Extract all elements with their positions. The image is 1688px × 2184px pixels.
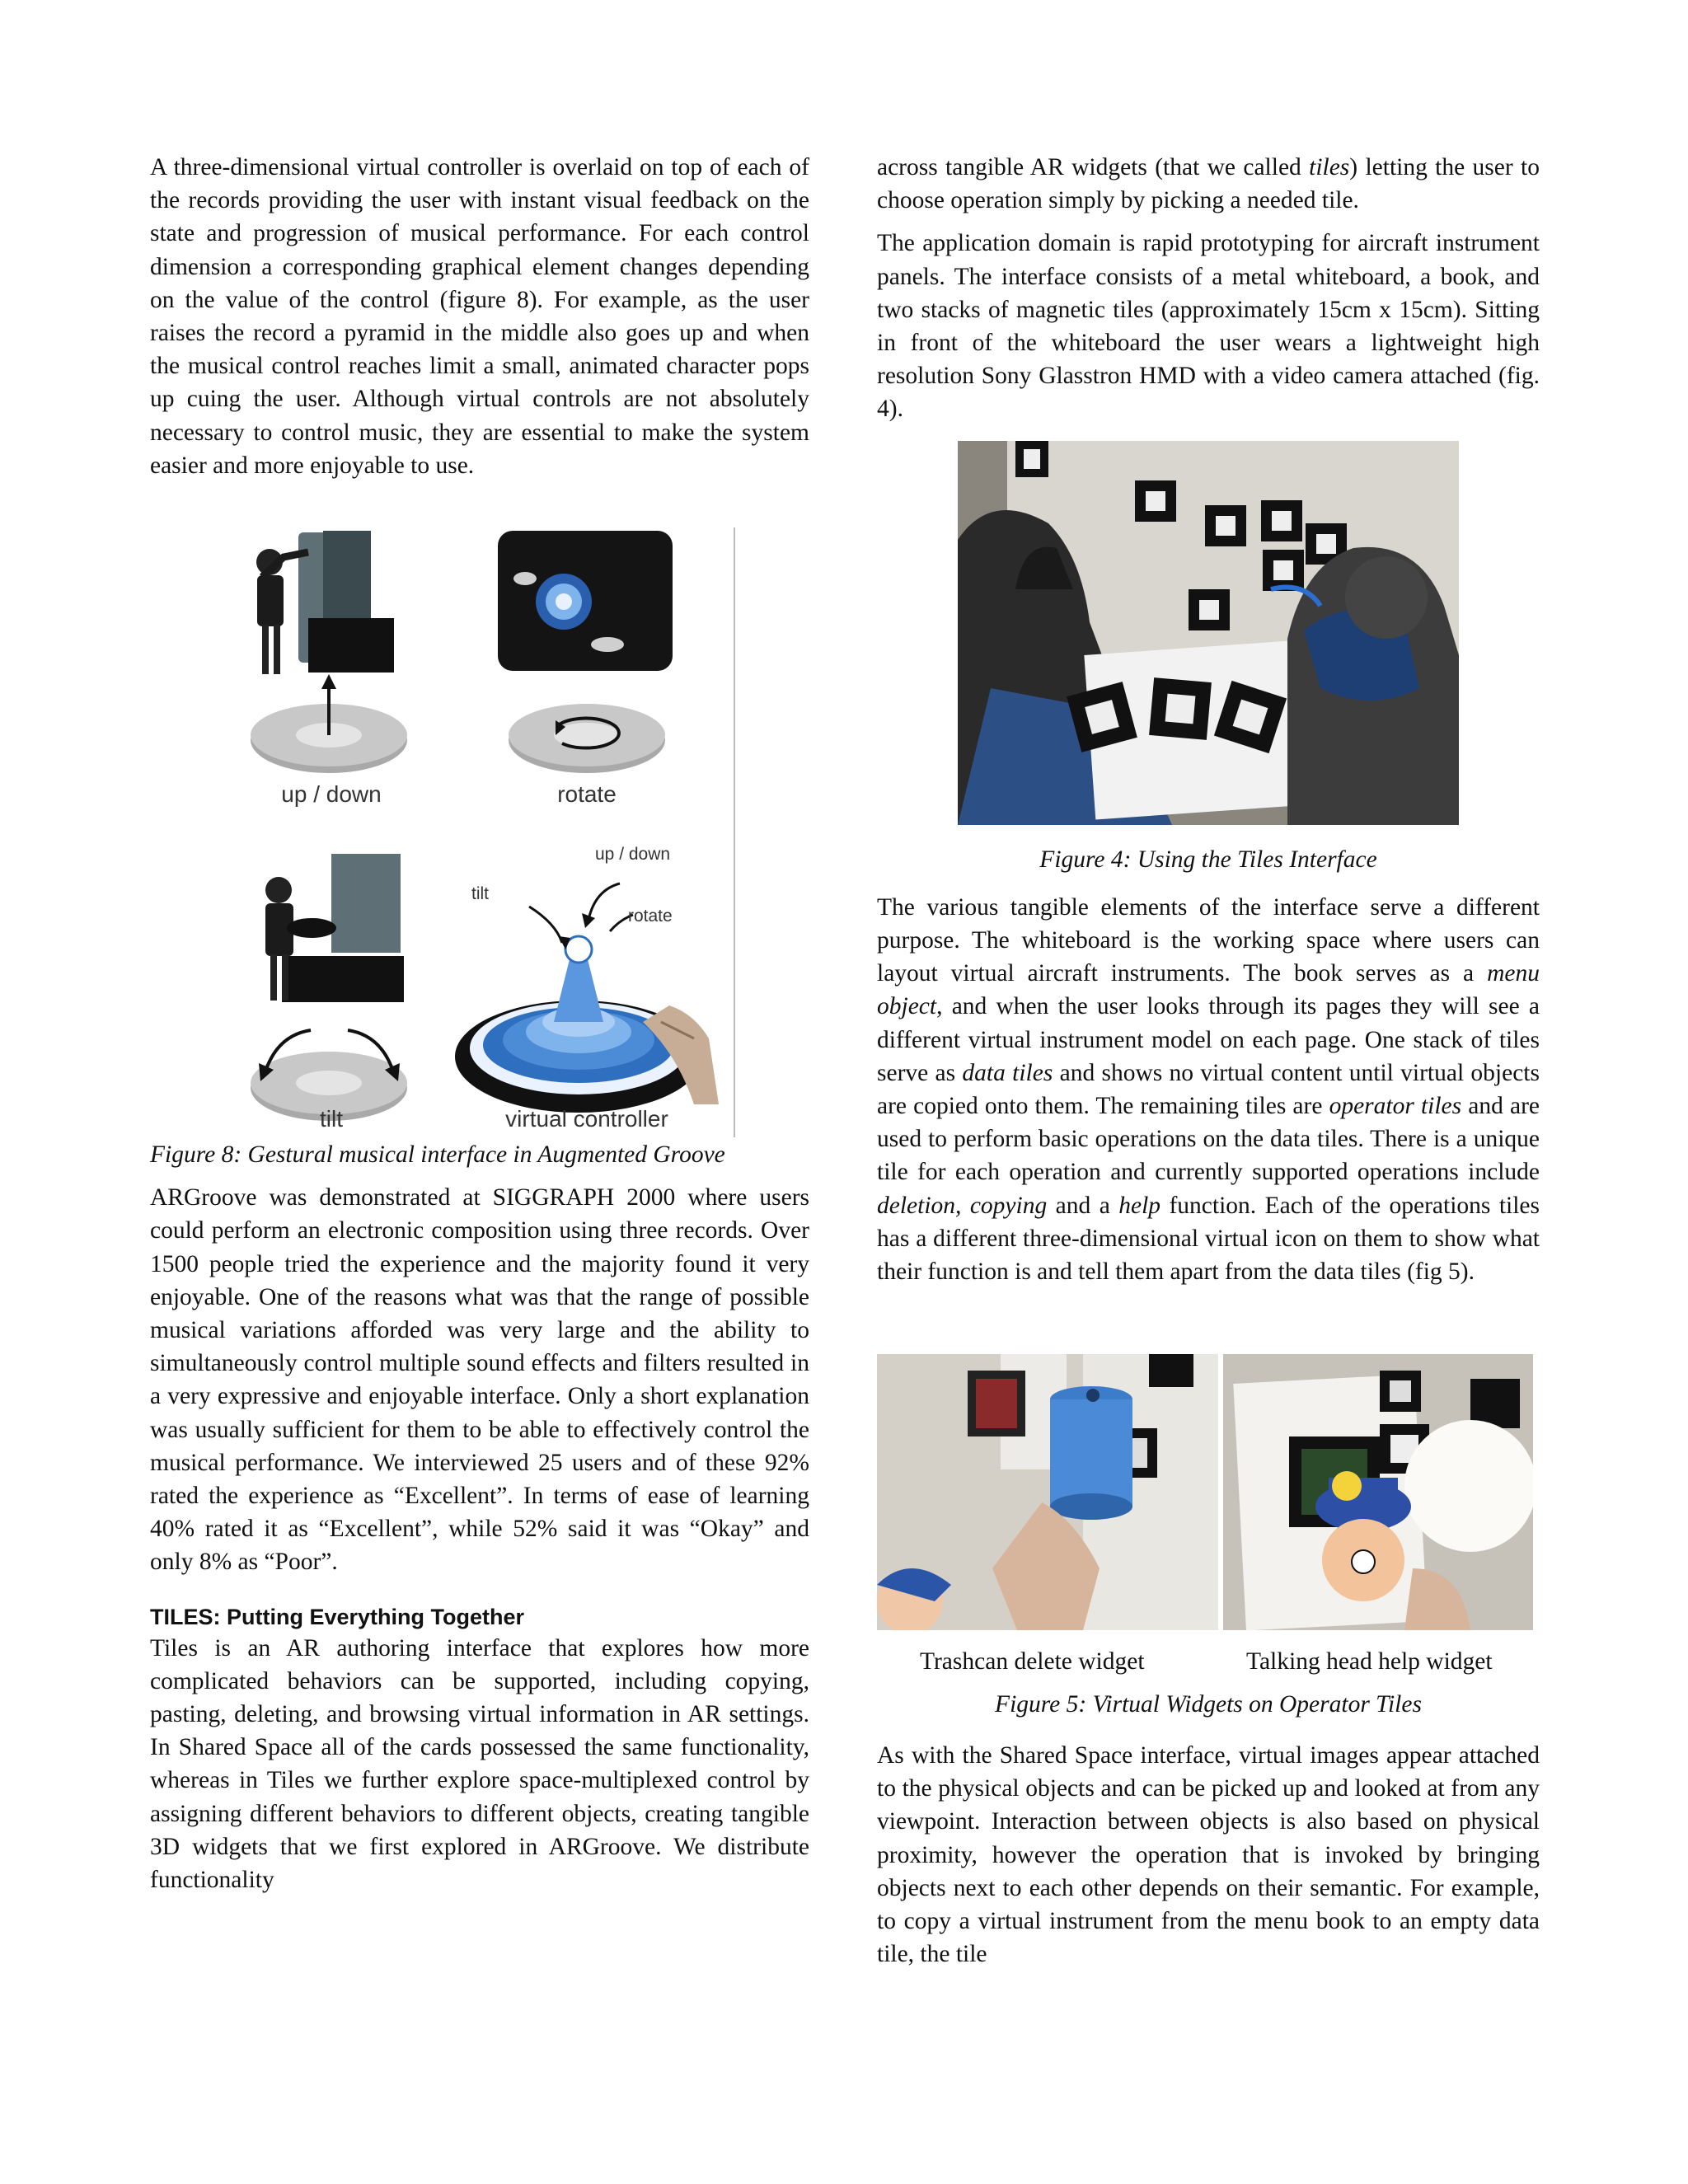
label-trashcan-widget: Trashcan delete widget — [920, 1648, 1145, 1675]
emphasis-operator-tiles: operator tiles — [1329, 1093, 1462, 1120]
figure-8-divider — [734, 527, 735, 1137]
emphasis-help: help — [1118, 1192, 1161, 1219]
photo-person-tilt — [239, 854, 404, 1002]
text-span: , and when the user looks through its pages they will see a different virtual instrument model on each page. One stack of tiles serve as — [877, 993, 1540, 1086]
talking-head-widget-photo — [1223, 1354, 1533, 1630]
figure-4-photo — [958, 441, 1459, 825]
text-span: function. Each of the operations tiles has a different three-dimensional virtual icon on them to show what their function is and tell them apart from the data tiles (fig 5). — [877, 1192, 1540, 1286]
paragraph-argroove-demo: ARGroove was demonstrated at SIGGRAPH 2000 where users could perform an electronic composition using three records. Over 1500 people tried the experience and the majority found it very enjoyable. One of the reasons what was that the range of possible musical variations afforded was very large and the ability to simultaneously control multiple sound effects and filters resulted in a very expressive and enjoyable interface. Only a short explanation was usually sufficient for them to be able to effectively control the musical performance. We interviewed 25 users and of these 92% rated the experience as “Excellent”. In terms of ease of learning 40% rated it as “Excellent”, while 52% said it was “Okay” and only 8% as “Poor”. — [150, 1184, 809, 1576]
right-column-bottom — [877, 1739, 1540, 1971]
tiles-interface-photo — [958, 441, 1459, 825]
emphasis-deletion-copying: deletion, copying — [877, 1192, 1048, 1219]
label-rotate: rotate — [557, 781, 617, 807]
emphasis-menu-object: menu object — [877, 960, 1540, 1020]
label-small-tilt: tilt — [471, 884, 489, 903]
figure-8 — [232, 527, 738, 1137]
figure-5-trashcan-photo — [877, 1354, 1218, 1630]
disc-updown — [251, 674, 407, 773]
trashcan-widget-photo — [877, 1354, 1218, 1630]
photo-rotate-closeup — [498, 531, 673, 671]
paragraph-virtual-controller: A three-dimensional virtual controller is overlaid on top of each of the records providing the user with instant visual feedback on the state and progression of musical performance. For each control dimension a corresponding graphical element changes depending on the value of the control (figure 8). For example, as the user raises the record a pyramid in the middle also goes up and when the musical control reaches limit a small, animated character pops up cuing the user. Although virtual controls are not absolutely necessary to control music, they are essential to make the system easier and more enjoyable to use. — [150, 154, 809, 479]
text-span: ) letting the user to choose operation simply by picking a needed tile. — [877, 154, 1540, 214]
label-virtual-controller: virtual controller — [505, 1106, 668, 1132]
label-updown: up / down — [281, 781, 382, 807]
label-small-updown: up / down — [595, 845, 671, 864]
figure-5-caption: Figure 5: Virtual Widgets on Operator Tiles — [995, 1691, 1422, 1718]
paragraph-tiles-widgets — [877, 151, 1540, 217]
virtual-controller-illustration — [455, 883, 719, 1113]
paragraph-tangible-elements — [877, 891, 1540, 1288]
text-span: and shows no virtual content until virtual objects are copied onto them. The remaining tiles are — [877, 1059, 1540, 1120]
figure-8-illustration — [232, 527, 732, 1137]
emphasis-data-tiles: data tiles — [962, 1059, 1053, 1086]
label-tilt: tilt — [320, 1106, 343, 1132]
paragraph-application-domain: The application domain is rapid prototyping for aircraft instrument panels. The interface consists of a metal whiteboard, a book, and two stacks of magnetic tiles (approximately 15cm x 15cm). Sitting in front of the whiteboard the user wears a lightweight high resolution Sony Glasstron HMD with a video camera attached (fig. 4). — [877, 230, 1540, 423]
photo-person-updown — [239, 529, 394, 674]
figure-5-talking-head-photo — [1223, 1354, 1533, 1630]
label-small-rotate: rotate — [628, 907, 673, 926]
text-span: and a — [1047, 1192, 1119, 1219]
label-talking-head-widget: Talking head help widget — [1246, 1648, 1493, 1675]
text-span: The various tangible elements of the interface serve a different purpose. The whiteboard is the working space where users can layout virtual aircraft instruments. The book serves as a — [877, 893, 1540, 987]
text-span: across tangible AR widgets (that we called — [877, 154, 1310, 180]
emphasis-tiles: tiles — [1309, 154, 1350, 180]
section-heading-tiles: TILES: Putting Everything Together — [150, 1604, 525, 1629]
disc-rotate — [509, 704, 665, 773]
figure-8-caption: Figure 8: Gestural musical interface in Augmented Groove — [150, 1141, 725, 1169]
paragraph-tiles-intro: Tiles is an AR authoring interface that explores how more complicated behaviors can be supported, including copying, pasting, deleting, and browsing virtual information in AR settings. In Shared Space all of the cards possessed the same functionality, whereas in Tiles we further explore space-multiplexed control by assigning different behaviors to different objects, creating tangible 3D widgets that we first explored in ARGroove. We distribute functionality — [150, 1634, 809, 1894]
figure-4-caption: Figure 4: Using the Tiles Interface — [1039, 846, 1377, 873]
text-span: and are used to perform basic operations on the data tiles. There is a unique tile for each operation and currently supported operations include — [877, 1093, 1540, 1186]
paragraph-shared-space: As with the Shared Space interface, virtual images appear attached to the physical objects and can be picked up and looked at from any viewpoint. Interaction between objects is also based on physical proximity, however the operation that is invoked by bringing objects next to each other depends on their semantic. For example, to copy a virtual instrument from the menu book to an empty data tile, the tile — [877, 1742, 1540, 1968]
